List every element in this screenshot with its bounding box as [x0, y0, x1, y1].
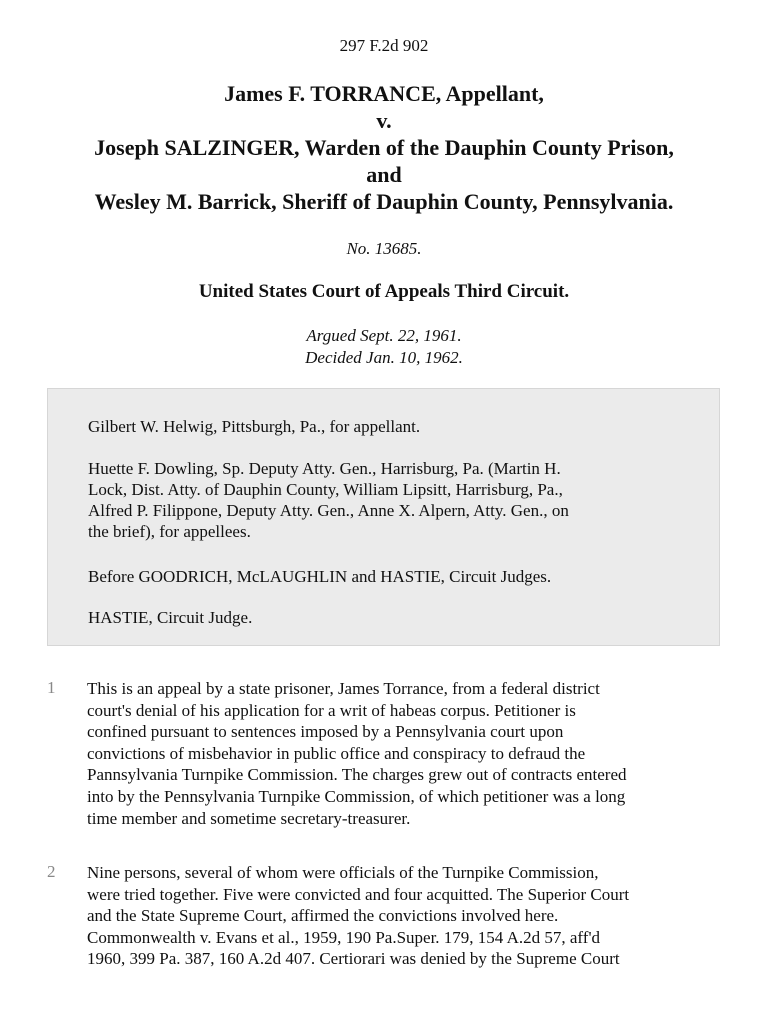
appellees-counsel-line: Huette F. Dowling, Sp. Deputy Atty. Gen., Harrisburg, Pa. (Martin H.	[88, 459, 561, 478]
judges-before: Before GOODRICH, McLAUGHLIN and HASTIE, Circuit Judges.	[88, 567, 552, 586]
case-dates	[0, 325, 768, 369]
appellees-counsel-line: Alfred P. Filippone, Deputy Atty. Gen., Anne X. Alpern, Atty. Gen., on	[88, 501, 569, 520]
text-line: Pannsylvania Turnpike Commission. The charges grew out of contracts entered	[87, 765, 627, 785]
case-citation: 297 F.2d 902	[339, 36, 429, 55]
appellant-counsel: Gilbert W. Helwig, Pittsburgh, Pa., for appellant.	[88, 417, 421, 436]
docket-number: No. 13685.	[346, 239, 422, 258]
text-line: and the State Supreme Court, affirmed the convictions involved here.	[87, 906, 559, 926]
text-line: This is an appeal by a state prisoner, James Torrance, from a federal district	[87, 679, 600, 698]
appellee-line-2: Wesley M. Barrick, Sheriff of Dauphin County, Pennsylvania.	[94, 189, 674, 214]
text-line: were tried together. Five were convicted and four acquitted. The Superior Court	[87, 884, 630, 904]
paragraph-number: 2	[47, 862, 56, 881]
paragraph-text	[87, 678, 727, 829]
versus-line: v.	[376, 108, 392, 133]
and-line: and	[366, 162, 402, 187]
appellees-counsel-line: the brief), for appellees.	[88, 522, 251, 541]
appellees-counsel	[88, 458, 688, 542]
paragraph-text	[87, 862, 727, 970]
text-line: court's denial of his application for a writ of habeas corpus. Petitioner is	[87, 700, 576, 720]
appellee-line-1: Joseph SALZINGER, Warden of the Dauphin County Prison,	[94, 135, 674, 160]
opinion-author: HASTIE, Circuit Judge.	[88, 608, 253, 627]
text-line: time member and sometime secretary-treasurer.	[87, 808, 411, 828]
counsel-panel	[47, 388, 720, 646]
appellant-line: James F. TORRANCE, Appellant,	[224, 81, 544, 106]
text-line: Commonwealth v. Evans et al., 1959, 190 Pa.Super. 179, 154 A.2d 57, aff'd	[87, 927, 601, 947]
decided-date: Decided Jan. 10, 1962.	[305, 348, 463, 367]
paragraph-number: 1	[47, 678, 56, 697]
text-line: confined pursuant to sentences imposed by a Pennsylvania court upon	[87, 722, 564, 742]
case-caption	[0, 80, 768, 215]
text-line: 1960, 399 Pa. 387, 160 A.2d 407. Certiorari was denied by the Supreme Court	[87, 949, 620, 969]
text-line: convictions of misbehavior in public office and conspiracy to defraud the	[87, 743, 586, 763]
argued-date: Argued Sept. 22, 1961.	[306, 326, 462, 345]
appellees-counsel-line: Lock, Dist. Atty. of Dauphin County, William Lipsitt, Harrisburg, Pa.,	[88, 480, 563, 499]
court-name: United States Court of Appeals Third Circuit.	[198, 281, 570, 302]
text-line: Nine persons, several of whom were officials of the Turnpike Commission,	[87, 863, 599, 882]
text-line: into by the Pennsylvania Turnpike Commission, of which petitioner was a long	[87, 786, 626, 806]
